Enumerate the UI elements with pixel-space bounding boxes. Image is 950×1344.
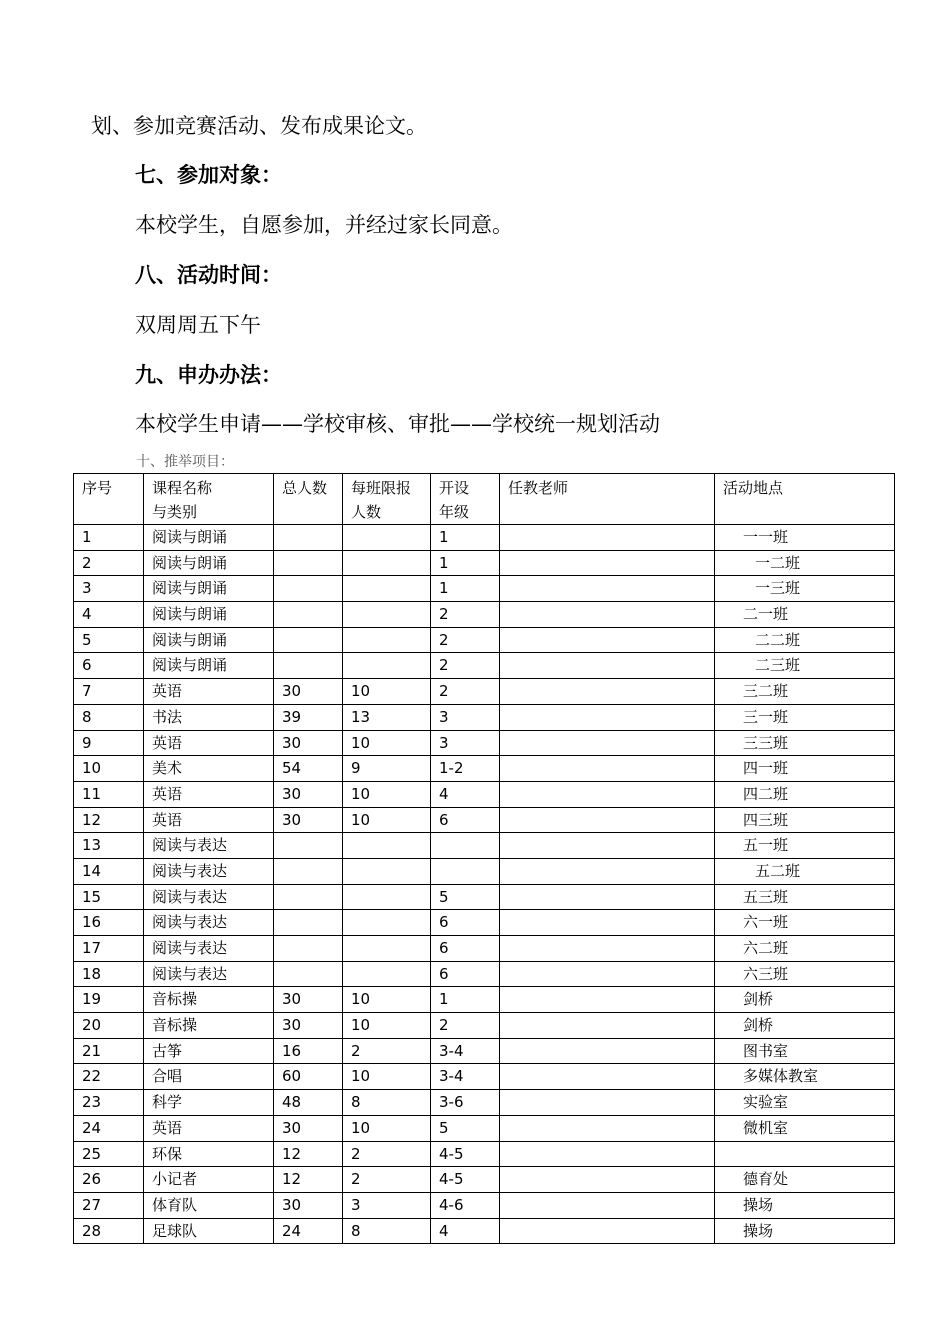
cell-total — [274, 858, 343, 884]
header-cell-grade — [431, 474, 500, 525]
cell-course: 阅读与表达 — [144, 910, 274, 936]
table-row — [74, 730, 895, 756]
header-text: 与类别 — [152, 503, 198, 521]
header-cell-per-class — [343, 474, 431, 525]
cell-grade — [431, 858, 500, 884]
cell-location: 一二班 — [715, 550, 895, 576]
cell-index: 16 — [74, 910, 144, 936]
cell-index: 10 — [74, 756, 144, 782]
cell-course: 足球队 — [144, 1218, 274, 1244]
cell-grade — [431, 833, 500, 859]
cell-location: 一一班 — [715, 525, 895, 551]
cell-index: 19 — [74, 987, 144, 1013]
cell-per-class — [343, 884, 431, 910]
cell-location: 图书室 — [715, 1038, 895, 1064]
cell-teacher — [500, 1218, 715, 1244]
cell-total: 24 — [274, 1218, 343, 1244]
table-row — [74, 936, 895, 962]
cell-location: 五二班 — [715, 858, 895, 884]
cell-total: 30 — [274, 807, 343, 833]
cell-index: 22 — [74, 1064, 144, 1090]
cell-grade: 1 — [431, 987, 500, 1013]
section-title-10: 十、推举项目： — [136, 454, 234, 470]
cell-teacher — [500, 961, 715, 987]
cell-total — [274, 602, 343, 628]
cell-grade: 4-6 — [431, 1192, 500, 1218]
header-text: 开设 — [439, 479, 470, 497]
cell-course: 英语 — [144, 730, 274, 756]
cell-index: 13 — [74, 833, 144, 859]
cell-course: 音标操 — [144, 987, 274, 1013]
cell-course: 阅读与朗诵 — [144, 602, 274, 628]
cell-course: 阅读与朗诵 — [144, 576, 274, 602]
table-row — [74, 602, 895, 628]
cell-location: 实验室 — [715, 1090, 895, 1116]
table-row — [74, 550, 895, 576]
cell-teacher — [500, 550, 715, 576]
cell-grade: 3-6 — [431, 1090, 500, 1116]
cell-per-class: 10 — [343, 987, 431, 1013]
cell-per-class: 2 — [343, 1038, 431, 1064]
cell-course: 体育队 — [144, 1192, 274, 1218]
cell-total: 48 — [274, 1090, 343, 1116]
table-row — [74, 1090, 895, 1116]
cell-grade: 2 — [431, 679, 500, 705]
table-row — [74, 910, 895, 936]
cell-total: 39 — [274, 704, 343, 730]
cell-index: 1 — [74, 525, 144, 551]
table-header-row — [74, 474, 895, 525]
cell-course: 阅读与表达 — [144, 858, 274, 884]
cell-per-class: 2 — [343, 1167, 431, 1193]
cell-per-class — [343, 576, 431, 602]
cell-teacher — [500, 704, 715, 730]
section-heading-8: 八、活动时间： — [135, 263, 282, 287]
cell-course: 美术 — [144, 756, 274, 782]
cell-total — [274, 936, 343, 962]
cell-total — [274, 525, 343, 551]
cell-teacher — [500, 1115, 715, 1141]
cell-per-class: 3 — [343, 1192, 431, 1218]
cell-grade: 6 — [431, 961, 500, 987]
cell-grade: 4 — [431, 781, 500, 807]
cell-per-class — [343, 858, 431, 884]
cell-course: 环保 — [144, 1141, 274, 1167]
cell-teacher — [500, 1013, 715, 1039]
cell-teacher — [500, 910, 715, 936]
cell-index: 15 — [74, 884, 144, 910]
cell-teacher — [500, 1090, 715, 1116]
cell-total: 12 — [274, 1167, 343, 1193]
cell-grade: 6 — [431, 910, 500, 936]
table-row — [74, 781, 895, 807]
cell-index: 14 — [74, 858, 144, 884]
cell-total — [274, 884, 343, 910]
header-text: 每班限报 — [351, 479, 412, 497]
cell-grade: 6 — [431, 807, 500, 833]
cell-grade: 1-2 — [431, 756, 500, 782]
cell-per-class: 10 — [343, 807, 431, 833]
table-row — [74, 1167, 895, 1193]
cell-per-class — [343, 961, 431, 987]
cell-total: 54 — [274, 756, 343, 782]
cell-course: 英语 — [144, 807, 274, 833]
cell-course: 英语 — [144, 1115, 274, 1141]
cell-index: 9 — [74, 730, 144, 756]
table-row — [74, 1038, 895, 1064]
cell-per-class: 8 — [343, 1090, 431, 1116]
cell-total — [274, 833, 343, 859]
cell-course: 音标操 — [144, 1013, 274, 1039]
cell-course: 英语 — [144, 781, 274, 807]
cell-total — [274, 627, 343, 653]
cell-location: 多媒体教室 — [715, 1064, 895, 1090]
header-text: 总人数 — [282, 479, 328, 497]
cell-index: 8 — [74, 704, 144, 730]
cell-total: 30 — [274, 1115, 343, 1141]
table-row — [74, 653, 895, 679]
cell-index: 6 — [74, 653, 144, 679]
cell-location: 五三班 — [715, 884, 895, 910]
cell-location: 二二班 — [715, 627, 895, 653]
section-heading-7: 七、参加对象： — [135, 163, 282, 187]
cell-grade: 4-5 — [431, 1167, 500, 1193]
table-row — [74, 576, 895, 602]
cell-grade: 6 — [431, 936, 500, 962]
cell-location: 四三班 — [715, 807, 895, 833]
header-text: 序号 — [82, 479, 113, 497]
header-text: 任教老师 — [508, 479, 569, 497]
cell-index: 28 — [74, 1218, 144, 1244]
cell-grade: 2 — [431, 653, 500, 679]
section-heading-9: 九、申办办法： — [135, 363, 282, 387]
cell-per-class: 10 — [343, 730, 431, 756]
cell-total: 30 — [274, 679, 343, 705]
cell-location: 剑桥 — [715, 1013, 895, 1039]
cell-course: 阅读与表达 — [144, 936, 274, 962]
cell-course: 阅读与表达 — [144, 833, 274, 859]
table-row — [74, 1115, 895, 1141]
cell-teacher — [500, 653, 715, 679]
cell-per-class: 10 — [343, 1013, 431, 1039]
cell-index: 27 — [74, 1192, 144, 1218]
header-cell-total — [274, 474, 343, 525]
cell-index: 4 — [74, 602, 144, 628]
cell-location: 三三班 — [715, 730, 895, 756]
cell-index: 2 — [74, 550, 144, 576]
cell-per-class: 2 — [343, 1141, 431, 1167]
cell-total: 30 — [274, 1013, 343, 1039]
header-cell-course — [144, 474, 274, 525]
cell-location: 四一班 — [715, 756, 895, 782]
paragraph-line: 双周周五下午 — [135, 313, 261, 337]
cell-per-class — [343, 936, 431, 962]
cell-index: 20 — [74, 1013, 144, 1039]
table-row — [74, 1141, 895, 1167]
header-text: 活动地点 — [723, 479, 784, 497]
cell-teacher — [500, 987, 715, 1013]
cell-total: 30 — [274, 1192, 343, 1218]
cell-course: 阅读与朗诵 — [144, 550, 274, 576]
cell-per-class — [343, 525, 431, 551]
table-row — [74, 756, 895, 782]
cell-per-class: 8 — [343, 1218, 431, 1244]
header-text: 课程名称 — [152, 479, 213, 497]
cell-location: 六三班 — [715, 961, 895, 987]
cell-total: 16 — [274, 1038, 343, 1064]
table-row — [74, 858, 895, 884]
cell-index: 12 — [74, 807, 144, 833]
table-row — [74, 1013, 895, 1039]
cell-per-class: 10 — [343, 1064, 431, 1090]
cell-teacher — [500, 1167, 715, 1193]
cell-teacher — [500, 1064, 715, 1090]
project-table — [73, 473, 895, 1244]
cell-location — [715, 1141, 895, 1167]
table-row — [74, 961, 895, 987]
cell-course: 书法 — [144, 704, 274, 730]
cell-per-class: 10 — [343, 1115, 431, 1141]
cell-teacher — [500, 936, 715, 962]
cell-teacher — [500, 1038, 715, 1064]
cell-location: 微机室 — [715, 1115, 895, 1141]
cell-index: 25 — [74, 1141, 144, 1167]
cell-per-class — [343, 653, 431, 679]
cell-per-class — [343, 627, 431, 653]
table-row — [74, 1192, 895, 1218]
cell-grade: 2 — [431, 1013, 500, 1039]
cell-location: 六一班 — [715, 910, 895, 936]
cell-teacher — [500, 1141, 715, 1167]
cell-grade: 2 — [431, 602, 500, 628]
cell-grade: 3-4 — [431, 1064, 500, 1090]
cell-grade: 1 — [431, 550, 500, 576]
cell-total: 12 — [274, 1141, 343, 1167]
cell-grade: 4 — [431, 1218, 500, 1244]
table-row — [74, 833, 895, 859]
cell-teacher — [500, 858, 715, 884]
cell-grade: 4-5 — [431, 1141, 500, 1167]
cell-total — [274, 550, 343, 576]
cell-per-class — [343, 910, 431, 936]
cell-location: 六二班 — [715, 936, 895, 962]
cell-index: 11 — [74, 781, 144, 807]
cell-total: 30 — [274, 987, 343, 1013]
cell-teacher — [500, 1192, 715, 1218]
cell-teacher — [500, 756, 715, 782]
cell-grade: 1 — [431, 576, 500, 602]
cell-teacher — [500, 833, 715, 859]
table-row — [74, 704, 895, 730]
cell-course: 阅读与表达 — [144, 961, 274, 987]
cell-teacher — [500, 627, 715, 653]
paragraph-line: 本校学生申请——学校审核、审批——学校统一规划活动 — [135, 412, 660, 436]
header-text: 人数 — [351, 503, 382, 521]
cell-index: 21 — [74, 1038, 144, 1064]
cell-location: 二一班 — [715, 602, 895, 628]
cell-location: 德育处 — [715, 1167, 895, 1193]
cell-index: 17 — [74, 936, 144, 962]
cell-per-class — [343, 550, 431, 576]
cell-grade: 1 — [431, 525, 500, 551]
cell-teacher — [500, 781, 715, 807]
cell-total: 60 — [274, 1064, 343, 1090]
cell-total: 30 — [274, 730, 343, 756]
cell-index: 24 — [74, 1115, 144, 1141]
cell-index: 3 — [74, 576, 144, 602]
cell-total — [274, 653, 343, 679]
cell-location: 剑桥 — [715, 987, 895, 1013]
cell-per-class — [343, 602, 431, 628]
cell-per-class: 9 — [343, 756, 431, 782]
cell-course: 阅读与朗诵 — [144, 627, 274, 653]
cell-location: 三二班 — [715, 679, 895, 705]
cell-location: 五一班 — [715, 833, 895, 859]
header-text: 年级 — [439, 503, 470, 521]
cell-grade: 3-4 — [431, 1038, 500, 1064]
table-row — [74, 627, 895, 653]
cell-total — [274, 910, 343, 936]
cell-grade: 5 — [431, 884, 500, 910]
cell-course: 阅读与朗诵 — [144, 525, 274, 551]
cell-total: 30 — [274, 781, 343, 807]
cell-course: 小记者 — [144, 1167, 274, 1193]
table-row — [74, 1218, 895, 1244]
cell-location: 二三班 — [715, 653, 895, 679]
cell-location: 三一班 — [715, 704, 895, 730]
cell-location: 四二班 — [715, 781, 895, 807]
cell-total — [274, 961, 343, 987]
table-row — [74, 884, 895, 910]
table-row — [74, 679, 895, 705]
cell-index: 7 — [74, 679, 144, 705]
cell-index: 18 — [74, 961, 144, 987]
cell-course: 科学 — [144, 1090, 274, 1116]
table-row — [74, 987, 895, 1013]
cell-per-class: 10 — [343, 679, 431, 705]
cell-index: 5 — [74, 627, 144, 653]
cell-teacher — [500, 884, 715, 910]
cell-teacher — [500, 576, 715, 602]
header-cell-index — [74, 474, 144, 525]
cell-course: 阅读与表达 — [144, 884, 274, 910]
cell-grade: 3 — [431, 730, 500, 756]
table-row — [74, 807, 895, 833]
cell-course: 古筝 — [144, 1038, 274, 1064]
table-row — [74, 1064, 895, 1090]
cell-course: 英语 — [144, 679, 274, 705]
cell-index: 23 — [74, 1090, 144, 1116]
cell-grade: 2 — [431, 627, 500, 653]
cell-teacher — [500, 602, 715, 628]
cell-grade: 5 — [431, 1115, 500, 1141]
cell-course: 合唱 — [144, 1064, 274, 1090]
cell-teacher — [500, 730, 715, 756]
cell-location: 一三班 — [715, 576, 895, 602]
cell-teacher — [500, 525, 715, 551]
header-cell-location — [715, 474, 895, 525]
cell-location: 操场 — [715, 1218, 895, 1244]
cell-teacher — [500, 679, 715, 705]
cell-per-class: 10 — [343, 781, 431, 807]
cell-per-class: 13 — [343, 704, 431, 730]
cell-per-class — [343, 833, 431, 859]
paragraph-line: 划、参加竞赛活动、发布成果论文。 — [91, 114, 427, 138]
cell-total — [274, 576, 343, 602]
table-row — [74, 525, 895, 551]
cell-location: 操场 — [715, 1192, 895, 1218]
header-cell-teacher — [500, 474, 715, 525]
cell-index: 26 — [74, 1167, 144, 1193]
paragraph-line: 本校学生，自愿参加，并经过家长同意。 — [135, 213, 513, 237]
cell-teacher — [500, 807, 715, 833]
cell-grade: 3 — [431, 704, 500, 730]
cell-course: 阅读与朗诵 — [144, 653, 274, 679]
